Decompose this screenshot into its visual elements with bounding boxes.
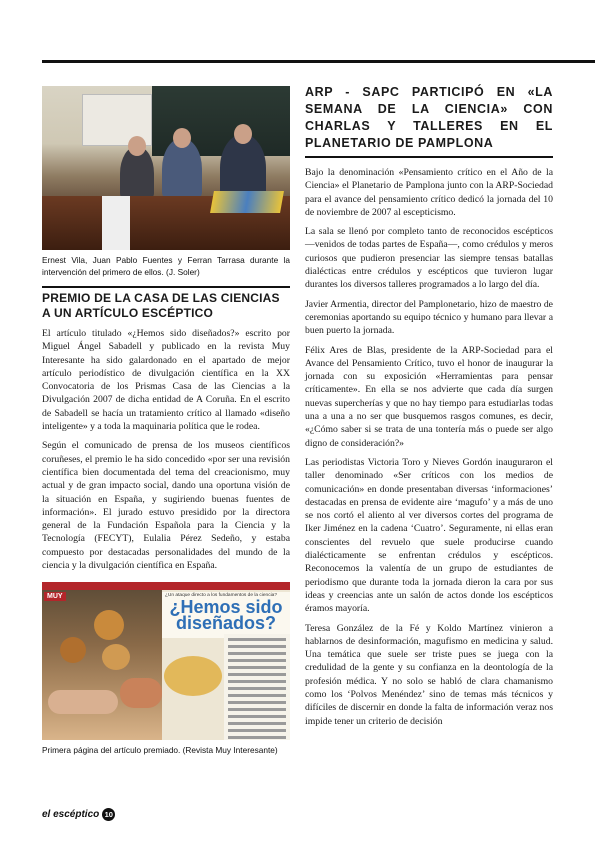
spaghetti-monster [164, 656, 222, 696]
cover-title: ¿Hemos sido diseñados? [169, 597, 283, 634]
speaker-1-head [128, 136, 146, 156]
heading-rule [305, 156, 553, 158]
left-column [42, 86, 290, 756]
right-paragraph: Teresa González de la Fé y Koldo Martínez vinieron a hablarnos de desinformación, magufismo en medicina y salud. Una temática que suele ser triste pues se juega con la credulidad de la gente y su confianza en la deontología de la profesión médica. Y no solo se habló de clara chamanismo como los ‘Polvos Menéndez’ sino de temas más técnicos y difíciles de discernir en donde la falta de información veraz nos impide tener un criterio de decisión [305, 622, 553, 727]
top-rule [42, 60, 595, 63]
cover-text-pane [224, 634, 290, 740]
adam-figure [48, 690, 118, 714]
right-paragraph: La sala se llenó por completo tanto de reconocidos escépticos —venidos de todas partes de España—, como crédulos y meros curiosos que pudieron presenciar las siempre tensas batallas dialécticas entre crédulos y escépticos que tuvieron lugar durantes los diversos talleres programados a lo largo del día. [305, 226, 553, 291]
right-paragraph: Javier Armentia, director del Pamplonetario, hizo de maestro de ceremonias aportando su equipo técnico y humano para llevar a buen puerto la jornada. [305, 298, 553, 337]
cover-red-bar [42, 582, 290, 590]
page-number-badge: 10 [102, 808, 115, 821]
books [210, 191, 284, 213]
right-column [305, 86, 553, 728]
right-paragraph: Las periodistas Victoria Toro y Nieves Gordón inauguraron el taller denominado «Ser críticos con los medios de comunicación» en donde presentaban diversas ‘informaciones’ destacadas en prensa de evidente aire ‘magufo’ y a más de uno se nos cortó el aliento al ver diversos cortes del programa de Iker Jiménez en la cadena ‘Cuatro’. Seguramente, ni ellas eran conscientes del revuelo que suele producirse cuando dialécticamente se enfrentan crédulos y escépticos. Reconocemos la valentía de un grupo de estudiantes de periodismo que durante toda la jornada dieron la cara por sus ideas y creencias ante un salón de actos donde los escépticos éramos mayoría. [305, 456, 553, 615]
cover-kicker: ¿Un ataque directo a los fundamentos de la ciencia? [165, 593, 277, 599]
left-paragraph: Según el comunicado de prensa de los museos científicos coruñeses, el premio le ha sido concedido «por ser una revisión científica bien documentada del tema del creacionismo, muy actual y de gran impacto social, dando una oportuna visión de la situación en España, y sugiriendo buenas fuentes de información». El jurado estuvo presidido por la directora general de la Fundación Española para la Ciencia y la Tecnología (FECYT), Eulalia Pérez Sedeño, y estaba compuesto por destacadas personalidades del mundo de la ciencia y la divulgación científica en España. [42, 440, 290, 572]
left-heading: PREMIO DE LA CASA DE LAS CIENCIAS A UN ARTÍCULO ESCÉPTICO [42, 286, 290, 321]
god-figure [120, 678, 162, 708]
cover-title-box [162, 592, 290, 638]
magazine-logo: MUY [44, 592, 66, 601]
speaker-2-head [173, 128, 191, 148]
footer-brand: el escéptico [42, 808, 100, 820]
speaker-3-head [234, 124, 252, 144]
right-body [305, 166, 553, 728]
event-photo [42, 86, 290, 250]
photo1-caption: Ernest Vila, Juan Pablo Fuentes y Ferran Tarrasa durante la intervención del primero de ellos. (J. Soler) [42, 255, 290, 277]
page-footer [42, 806, 115, 822]
article-cover-image [42, 582, 290, 740]
right-heading: ARP - SAPC PARTICIPÓ EN «LA SEMANA DE LA CIENCIA» CON CHARLAS Y TALLERES EN EL PLANETARIO DE PAMPLONA [305, 85, 553, 150]
photo2-caption: Primera página del artículo premiado. (Revista Muy Interesante) [42, 745, 278, 756]
left-paragraph: El artículo titulado «¿Hemos sido diseñados?» escrito por Miguel Ángel Sabadell y publicado en la revista Muy Interesante ha sido galardonado en el apartado de mejor artículo periodístico de divulgación científica en la XX Convocatoria de los Prismas Casa de las Ciencias a la Divulgación 2007 de dicha entidad de A Coruña. En el escrito de Sabadell se hacía un tratamiento crítico al llamado «diseño inteligente» y a toda la maquinaria política que le rodea. [42, 328, 290, 433]
banner [102, 196, 130, 250]
right-paragraph: Bajo la denominación «Pensamiento crítico en el Año de la Ciencia» el Planetario de Pamplona junto con la ARP-Sociedad para el avance del pensamiento crítico dedicó la jornada del 10 de noviembre de 2007 al escepticismo. [305, 167, 553, 218]
left-body [42, 327, 290, 572]
right-paragraph: Félix Ares de Blas, presidente de la ARP-Sociedad para el Avance del Pensamiento Crítico, tuvo el honor de inaugurar la jornada con su exposición «Herramientas para pensar críticamente». En ella se nos advierte que cada día surgen nuevas supercherías y que no hay tiempo para estudiarlas todas una a una a no ser que busquemos rasgos comunes, es decir, «¿Cómo saber si se trata de una tontería más o puede ser algo digno de consideración?» [305, 344, 553, 449]
